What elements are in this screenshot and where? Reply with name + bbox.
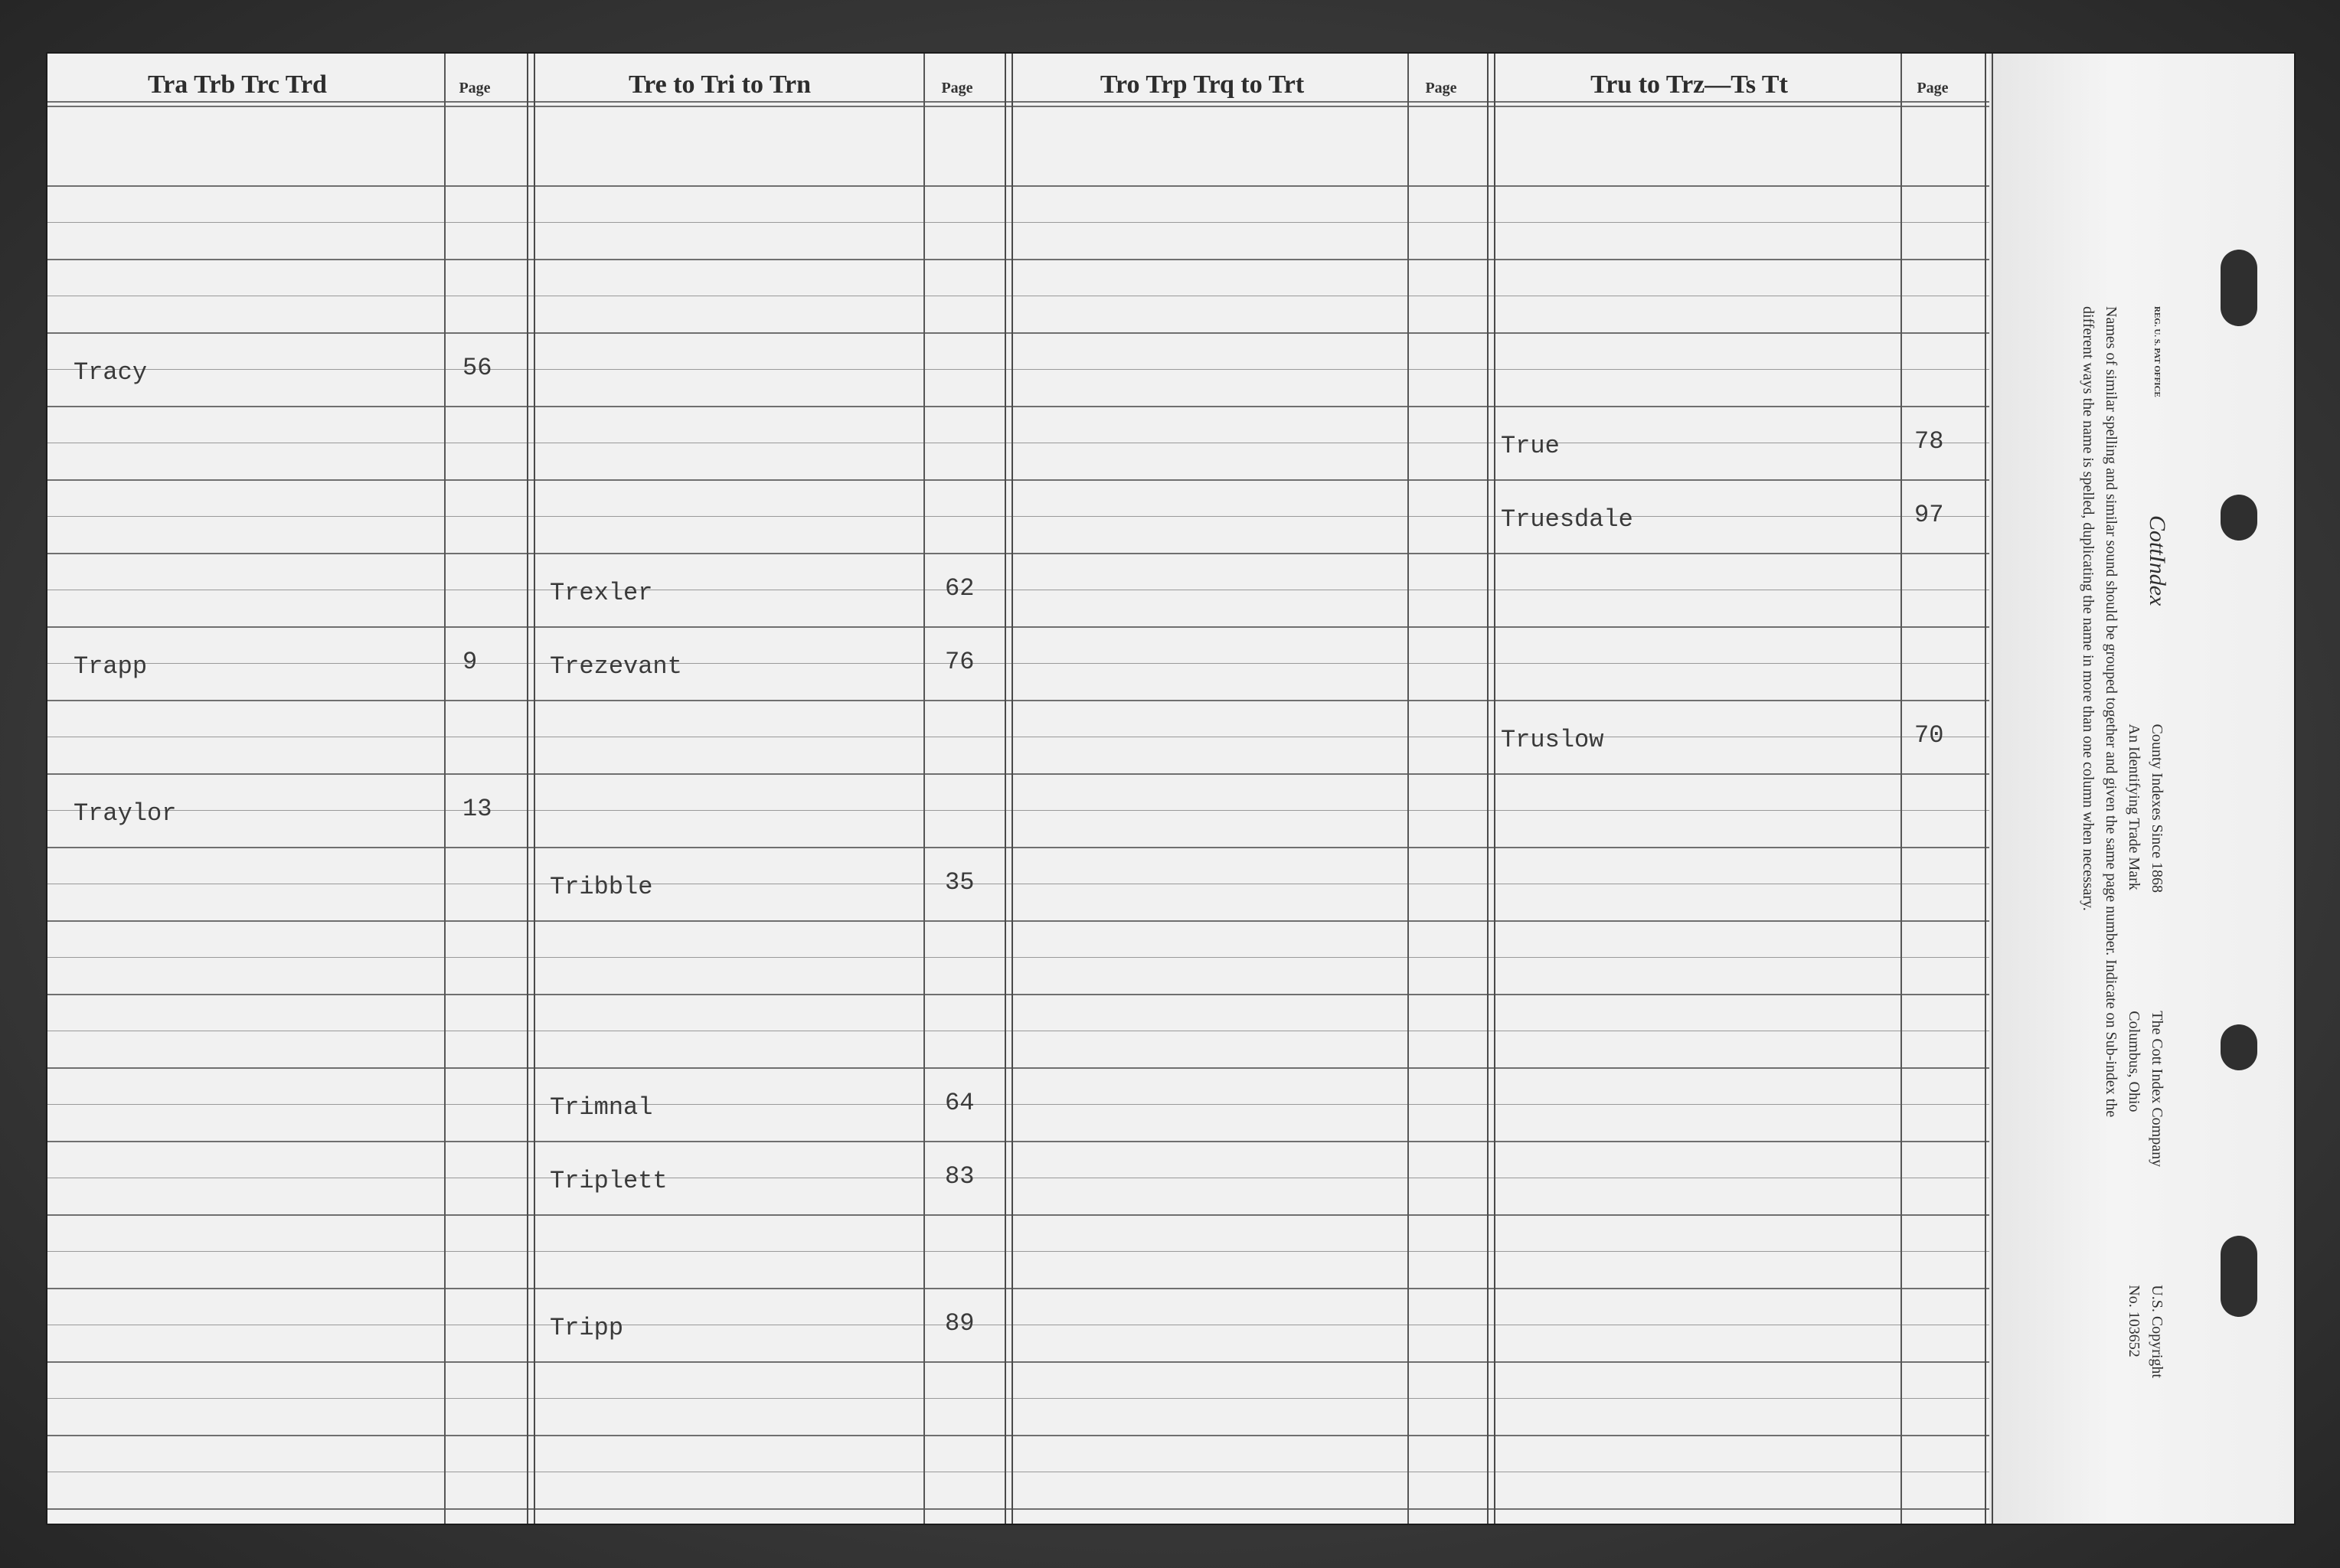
row-rule-faint [47, 1104, 1989, 1105]
entry-page-number: 62 [945, 574, 975, 603]
entry-page-number: 35 [945, 868, 975, 897]
column-rule [1985, 54, 1993, 1524]
entry-name: Truesdale [1501, 505, 1633, 534]
page-column-header: Page [1917, 80, 1949, 96]
row-rule [47, 1141, 1989, 1142]
entry-page-number: 97 [1914, 501, 1944, 529]
row-rule-faint [47, 1251, 1989, 1252]
row-rule [47, 1288, 1989, 1289]
column-header: Tro Trp Trq to Trt [1100, 70, 1305, 99]
column-rule [1900, 54, 1902, 1524]
entry-page-number: 56 [462, 354, 492, 382]
page-column-header: Page [459, 80, 491, 96]
row-rule [47, 479, 1989, 481]
entry-name: Tracy [74, 358, 148, 387]
entry-name: Tribble [550, 873, 653, 901]
page-column-header: Page [941, 80, 973, 96]
column-header: Tru to Trz—Ts Tt [1590, 70, 1788, 99]
row-rule [47, 1508, 1989, 1510]
entry-name: Trapp [74, 652, 148, 681]
registration-mark: REG. U. S. PAT OFFICE [2152, 306, 2162, 397]
binder-hole [2221, 1024, 2257, 1070]
entry-name: Truslow [1501, 726, 1604, 754]
company-line-1: The Cott Index Company [2149, 1011, 2165, 1168]
copyright [2123, 1285, 2168, 1378]
instructions-line-1: Names of similar spelling and similar sound should be grouped together and given the same page number. Indicate on Sub-index the [2103, 306, 2119, 1118]
binder-hole [2221, 1236, 2257, 1317]
brand-signature: CottIndex [2145, 515, 2170, 606]
row-rule [47, 1361, 1989, 1363]
entry-page-number: 83 [945, 1162, 975, 1191]
row-rule-faint [47, 957, 1989, 958]
column-header: Tre to Tri to Trn [629, 70, 811, 99]
row-rule [47, 553, 1989, 554]
row-rule [47, 626, 1989, 628]
copyright-line-1: U.S. Copyright [2149, 1285, 2165, 1378]
entry-name: Traylor [74, 799, 177, 828]
entry-name: Tripp [550, 1314, 624, 1342]
row-rule [47, 700, 1989, 701]
row-rule-faint [47, 1398, 1989, 1399]
entry-page-number: 13 [462, 795, 492, 823]
row-rule-faint [47, 810, 1989, 811]
row-rule [47, 773, 1989, 775]
row-rule-faint [47, 369, 1989, 370]
column-rule [923, 54, 925, 1524]
column-rule [1407, 54, 1409, 1524]
entry-name: Trimnal [550, 1093, 653, 1122]
entry-page-number: 70 [1914, 721, 1944, 750]
index-sheet [47, 54, 2294, 1524]
row-rule-faint [47, 516, 1989, 517]
column-rule [1005, 54, 1013, 1524]
row-rule [47, 1435, 1989, 1436]
instructions-line-2: different ways the name is spelled, duplicating the name in more than one column when necessary. [2080, 306, 2097, 911]
entry-name: True [1501, 432, 1560, 460]
copyright-line-2: No. 103652 [2126, 1285, 2142, 1357]
tagline-line-2: An Identifying Trade Mark [2126, 724, 2142, 890]
company [2123, 1011, 2168, 1167]
header-rule [47, 101, 1989, 103]
entry-page-number: 78 [1914, 427, 1944, 456]
row-rule [47, 994, 1989, 995]
row-rule-faint [47, 663, 1989, 664]
row-rule [47, 332, 1989, 334]
row-rule [47, 847, 1989, 848]
row-rule [47, 185, 1989, 187]
binder-hole [2221, 250, 2257, 326]
tagline-line-1: County Indexes Since 1868 [2149, 724, 2165, 893]
row-rule-faint [47, 222, 1989, 223]
column-rule [1487, 54, 1495, 1524]
entry-name: Trexler [550, 579, 653, 607]
binder-hole [2221, 495, 2257, 541]
column-header: Tra Trb Trc Trd [148, 70, 327, 99]
entry-page-number: 9 [462, 648, 478, 676]
column-rule [527, 54, 535, 1524]
publisher-note [2046, 306, 2168, 1378]
page-column-header: Page [1425, 80, 1457, 96]
row-rule [47, 920, 1989, 922]
header-rule [47, 106, 1989, 107]
entry-name: Triplett [550, 1167, 668, 1195]
row-rule [47, 259, 1989, 260]
entry-page-number: 89 [945, 1309, 975, 1338]
entry-page-number: 76 [945, 648, 975, 676]
entry-name: Trezevant [550, 652, 682, 681]
column-rule [444, 54, 446, 1524]
row-rule [47, 406, 1989, 407]
row-rule [47, 1067, 1989, 1069]
tagline [2123, 724, 2168, 893]
row-rule [47, 1214, 1989, 1216]
company-line-2: Columbus, Ohio [2126, 1011, 2142, 1112]
entry-page-number: 64 [945, 1089, 975, 1117]
